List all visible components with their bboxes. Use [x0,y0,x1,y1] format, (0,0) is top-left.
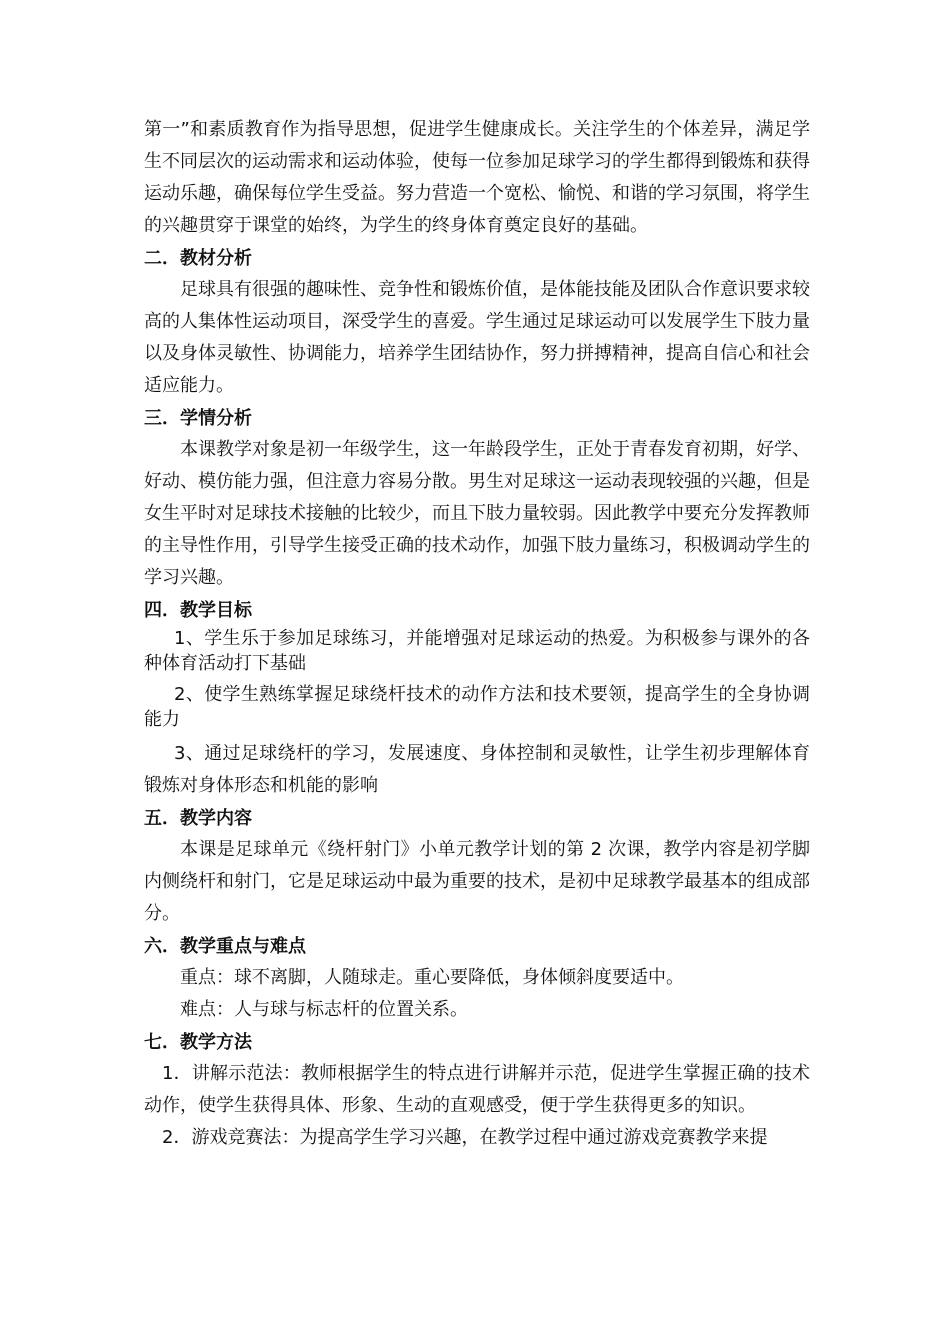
difficult-point: 难点：人与球与标志杆的位置关系。 [180,999,468,1020]
heading-material-analysis: 二．教材分析 [144,248,252,269]
heading-teaching-methods: 七．教学方法 [144,1032,252,1053]
document-body [144,114,810,1154]
method-item: 2．游戏竞赛法：为提高学生学习兴趣，在教学过程中通过游戏竞赛教学来提 [162,1127,768,1148]
method-item: 1．讲解示范法：教师根据学生的特点进行讲解并示范，促进学生掌握正确的技术动作，使学生获得具体、形象、生动的直观感受，便于学生获得更多的知识。 [144,1063,810,1116]
material-analysis-paragraph: 足球具有很强的趣味性、竞争性和锻炼价值，是体能技能及团队合作意识要求较高的人集体性运动项目，深受学生的喜爱。学生通过足球运动可以发展学生下肢力量以及身体灵敏性、协调能力，培养学生团结协作，努力拼搏精神，提高自信心和社会适应能力。 [144,279,810,396]
key-point: 重点：球不离脚，人随球走。重心要降低，身体倾斜度要适中。 [180,967,684,988]
heading-key-difficult-points: 六．教学重点与难点 [144,936,306,957]
goal-item: 1、学生乐于参加足球练习，并能增强对足球运动的热爱。为积极参与课外的各种体育活动打下基础 [144,628,810,674]
student-analysis-paragraph: 本课教学对象是初一年级学生，这一年龄段学生，正处于青春发育初期，好学、好动、模仿能力强，但注意力容易分散。男生对足球这一运动表现较强的兴趣，但是女生平时对足球技术接触的比较少，而且下肢力量较弱。因此教学中要充分发挥教师的主导性作用，引导学生接受正确的技术动作，加强下肢力量练习，积极调动学生的学习兴趣。 [144,439,810,588]
heading-teaching-content: 五．教学内容 [144,808,252,829]
intro-paragraph: 第一”和素质教育作为指导思想，促进学生健康成长。关注学生的个体差异，满足学生不同层次的运动需求和运动体验，使每一位参加足球学习的学生都得到锻炼和获得运动乐趣，确保每位学生受益。努力营造一个宽松、愉悦、和谐的学习氛围，将学生的兴趣贯穿于课堂的始终，为学生的终身体育奠定良好的基础。 [144,119,810,236]
teaching-content-paragraph: 本课是足球单元《绕杆射门》小单元教学计划的第 2 次课，教学内容是初学脚内侧绕杆和射门，它是足球运动中最为重要的技术，是初中足球教学最基本的组成部分。 [144,839,810,924]
goal-item: 2、使学生熟练掌握足球绕杆技术的动作方法和技术要领，提高学生的全身协调能力 [144,684,810,730]
heading-teaching-goals: 四．教学目标 [144,600,252,621]
goal-item: 3、通过足球绕杆的学习，发展速度、身体控制和灵敏性，让学生初步理解体育锻炼对身体形态和机能的影响 [144,743,810,796]
heading-student-analysis: 三．学情分析 [144,408,252,429]
